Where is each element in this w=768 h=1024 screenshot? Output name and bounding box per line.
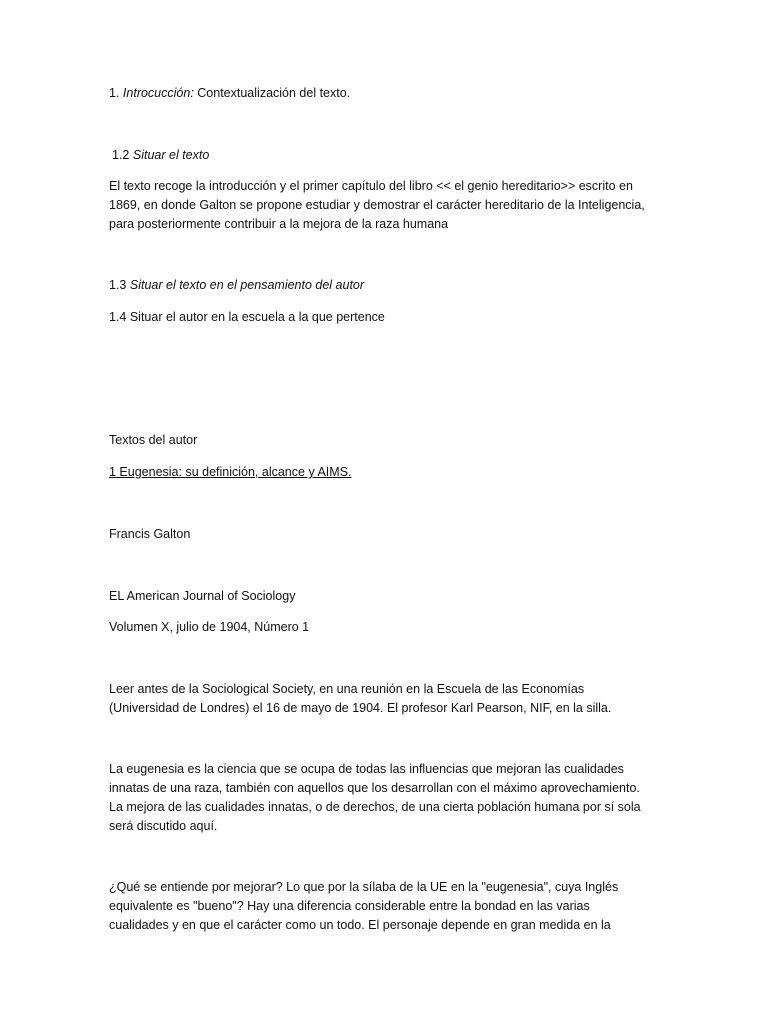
section-1-4-heading: 1.4 Situar el autor en la escuela a la que pertence <box>109 310 385 324</box>
section-1-3-number: 1.3 <box>109 278 127 292</box>
intro-number: 1. <box>109 86 120 100</box>
intro-heading <box>109 84 649 103</box>
volume-line: Volumen X, julio de 1904, Número 1 <box>109 620 310 634</box>
article-title <box>109 463 649 482</box>
reading-note-paragraph: Leer antes de la Sociological Society, en una reunión en la Escuela de las Economías (Universidad de Londres) el 16 de mayo de 1904. El profesor Karl Pearson, NIF, en la silla. <box>109 682 612 715</box>
journal-name: EL American Journal of Sociology <box>109 589 296 603</box>
section-1-2-number: 1.2 <box>112 148 130 162</box>
section-1-3-title: Situar el texto en el pensamiento del autor <box>129 278 365 292</box>
article-title-text: 1 Eugenesia: su definición, alcance y AIMS. <box>109 465 352 479</box>
section-1-2-heading <box>112 146 652 165</box>
improvement-question-paragraph: ¿Qué se entiende por mejorar? Lo que por la sílaba de la UE en la "eugenesia", cuya Inglés equivalente es "bueno"? Hay una diferencia considerable entre la bondad en las varias cualidades y en que el carácter como un todo. El personaje depende en gran medida en la <box>109 880 619 932</box>
section-1-3-heading <box>109 276 649 295</box>
section-1-2-paragraph: El texto recoge la introducción y el primer capítulo del libro << el genio hereditario>> escrito en 1869, en donde Galton se propone estudiar y demostrar el carácter hereditario de la Inteligencia, para posteriormente contribuir a la mejora de la raza humana <box>109 179 645 231</box>
textos-heading: Textos del autor <box>109 433 198 447</box>
eugenics-definition-paragraph: La eugenesia es la ciencia que se ocupa de todas las influencias que mejoran las cualidades innatas de una raza, también con aquellos que los desarrollan con el máximo aprovechamiento. La mejora de las cualidades innatas, o de derechos, de una cierta población humana por sí sola será discutido aquí. <box>109 762 641 833</box>
intro-italic-label: Introcucción: <box>122 86 194 100</box>
intro-heading-text: Contextualización del texto. <box>197 86 351 100</box>
author-name: Francis Galton <box>109 527 191 541</box>
section-1-2-title: Situar el texto <box>132 148 210 162</box>
